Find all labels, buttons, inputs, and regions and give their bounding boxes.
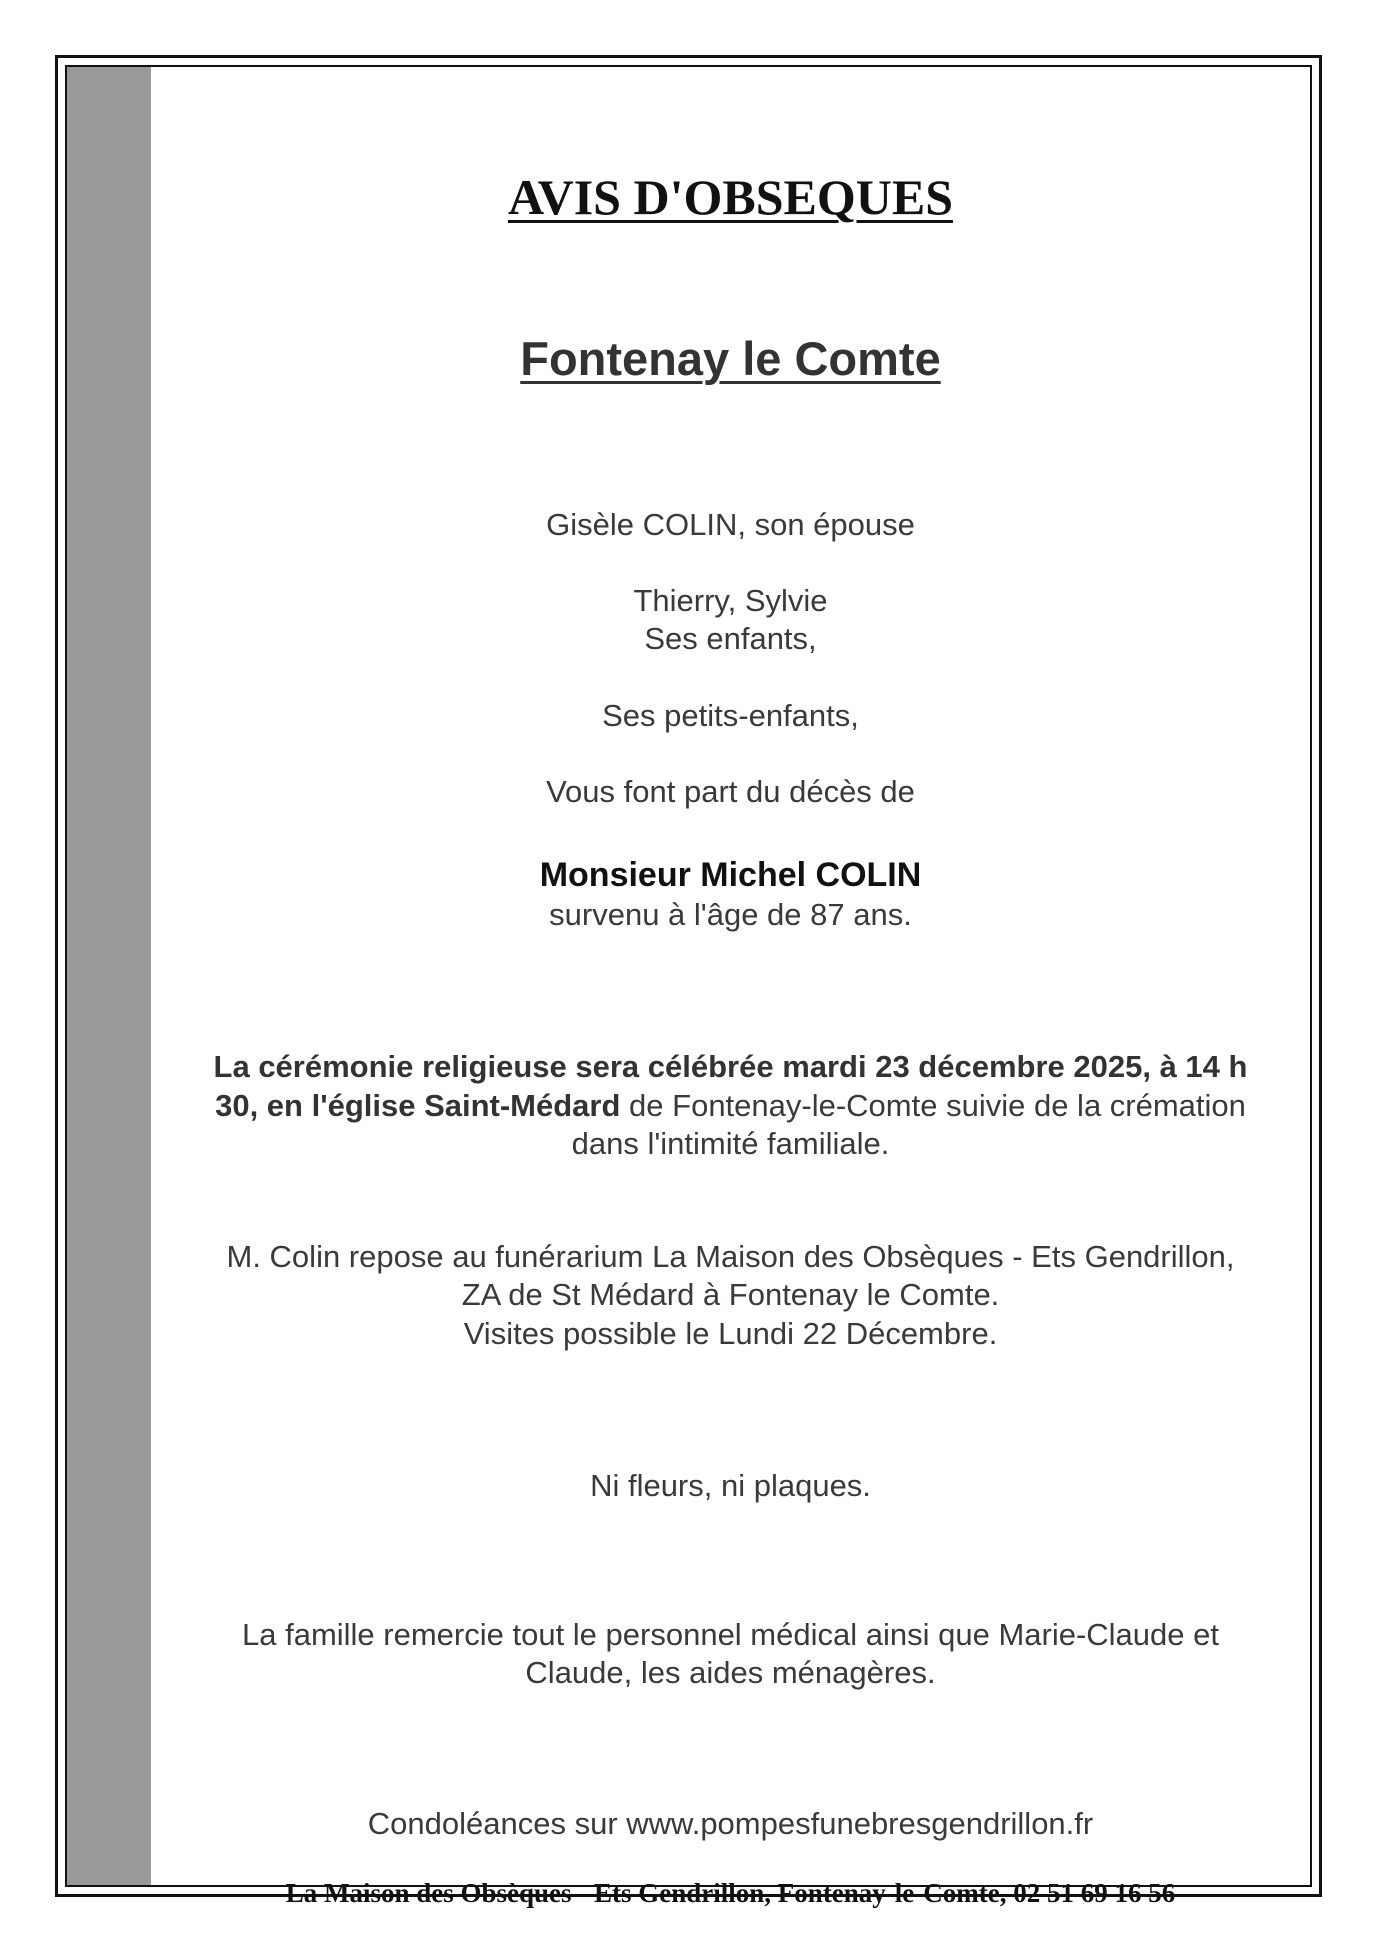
- ceremony-place: 30, en l'église Saint-Médard: [215, 1088, 621, 1123]
- children-label: Ses enfants,: [644, 621, 817, 656]
- condolences-line: Condoléances sur www.pompesfunebresgendrillon.fr: [367, 1806, 1094, 1841]
- spouse-line: Gisèle COLIN, son épouse: [546, 507, 915, 542]
- side-grey-band: [67, 67, 151, 1885]
- grandchildren-line: Ses petits-enfants,: [602, 698, 859, 733]
- deceased-name: Monsieur Michel COLIN: [539, 856, 922, 894]
- ceremony-line-2: [151, 1087, 1310, 1125]
- funerarium-line-1: M. Colin repose au funérarium La Maison des Obsèques - Ets Gendrillon,: [226, 1239, 1235, 1274]
- funerarium-line-3: Visites possible le Lundi 22 Décembre.: [463, 1316, 998, 1351]
- city-heading: Fontenay le Comte: [520, 332, 941, 385]
- notice-content: [151, 67, 1310, 1908]
- flowers-line: Ni fleurs, ni plaques.: [590, 1468, 871, 1503]
- announce-line: Vous font part du décès de: [546, 774, 915, 809]
- ceremony-location-rest: de Fontenay-le-Comte suivie de la crémation: [620, 1088, 1246, 1123]
- footer-contact: La Maison des Obsèques - Ets Gendrillon, Fontenay-le-Comte, 02 51 69 16 56: [285, 1878, 1176, 1908]
- thanks-line-1: La famille remercie tout le personnel médical ainsi que Marie-Claude et: [242, 1617, 1219, 1652]
- ceremony-line-3: dans l'intimité familiale.: [571, 1126, 890, 1161]
- notice-title: AVIS D'OBSEQUES: [507, 169, 954, 225]
- thanks-line-2: Claude, les aides ménagères.: [525, 1655, 936, 1690]
- deceased-age: survenu à l'âge de 87 ans.: [549, 897, 912, 932]
- ceremony-line-1: La cérémonie religieuse sera célébrée mardi 23 décembre 2025, à 14 h: [213, 1049, 1248, 1084]
- children-names: Thierry, Sylvie: [633, 583, 828, 618]
- funerarium-line-2: ZA de St Médard à Fontenay le Comte.: [461, 1277, 1000, 1312]
